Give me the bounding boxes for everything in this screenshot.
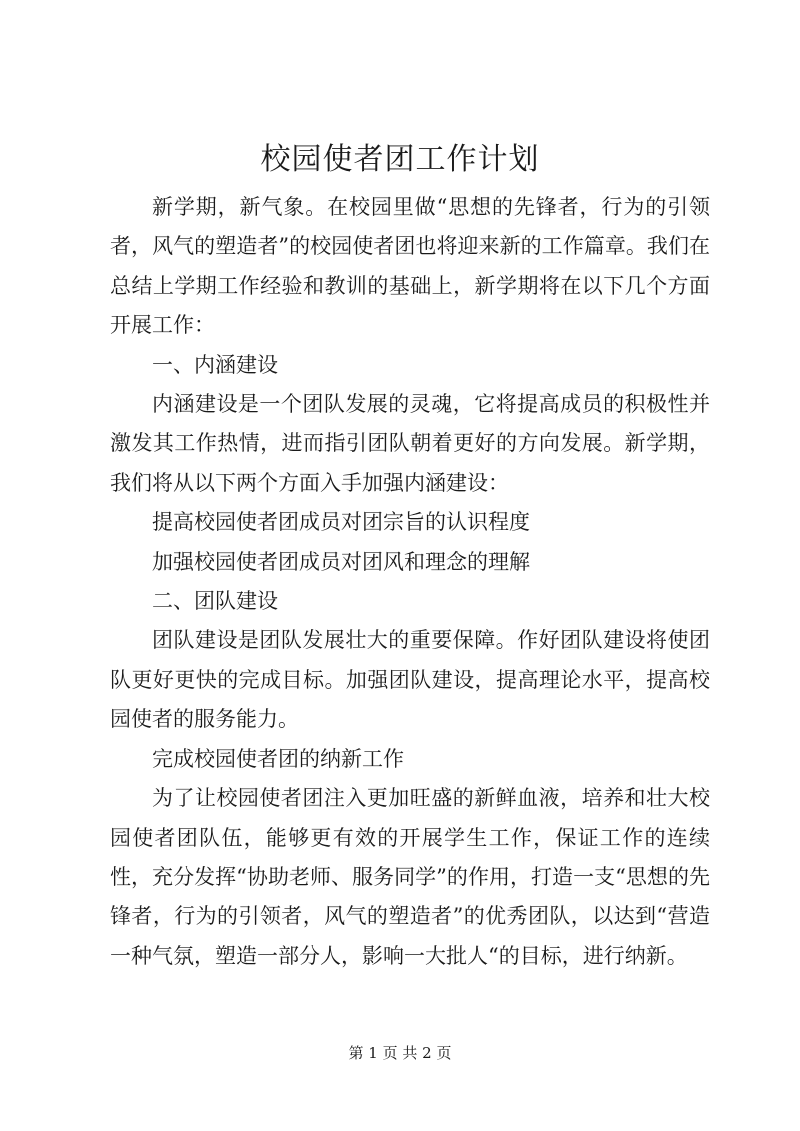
- document-body: [110, 188, 710, 976]
- list-item-connotation-1: 提高校园使者团成员对团宗旨的认识程度: [152, 510, 530, 535]
- subheading-recruitment: 完成校园使者团的纳新工作: [152, 746, 404, 771]
- paragraph-intro: 新学期，新气象。在校园里做“思想的先锋者，行为的引领者，风气的塑造者”的校园使者团也将迎来新的工作篇章。我们在总结上学期工作经验和教训的基础上，新学期将在以下几个方面开展工作：: [110, 195, 710, 338]
- list-item-connotation-2: 加强校园使者团成员对团风和理念的理解: [152, 549, 530, 574]
- paragraph-team: 团队建设是团队发展壮大的重要保障。作好团队建设将使团队更好更快的完成目标。加强团队建设，提高理论水平，提高校园使者的服务能力。: [110, 628, 710, 732]
- paragraph-recruitment: 为了让校园使者团注入更加旺盛的新鲜血液，培养和壮大校园使者团队伍，能够更有效的开展学生工作，保证工作的连续性，充分发挥“协助老师、服务同学”的作用，打造一支“思想的先锋者，行为的引领者，风气的塑造者”的优秀团队，以达到“营造一种气氛，塑造一部分人，影响一大批人“的目标，进行纳新。: [110, 786, 710, 968]
- paragraph-connotation: 内涵建设是一个团队发展的灵魂，它将提高成员的积极性并激发其工作热情，进而指引团队朝着更好的方向发展。新学期，我们将从以下两个方面入手加强内涵建设：: [110, 392, 710, 495]
- section-heading-connotation: 一、内涵建设: [152, 352, 278, 377]
- document-title: 校园使者团工作计划: [260, 142, 540, 177]
- page-footer: 第 1 页 共 2 页: [348, 1044, 452, 1062]
- section-heading-team: 二、团队建设: [152, 589, 278, 614]
